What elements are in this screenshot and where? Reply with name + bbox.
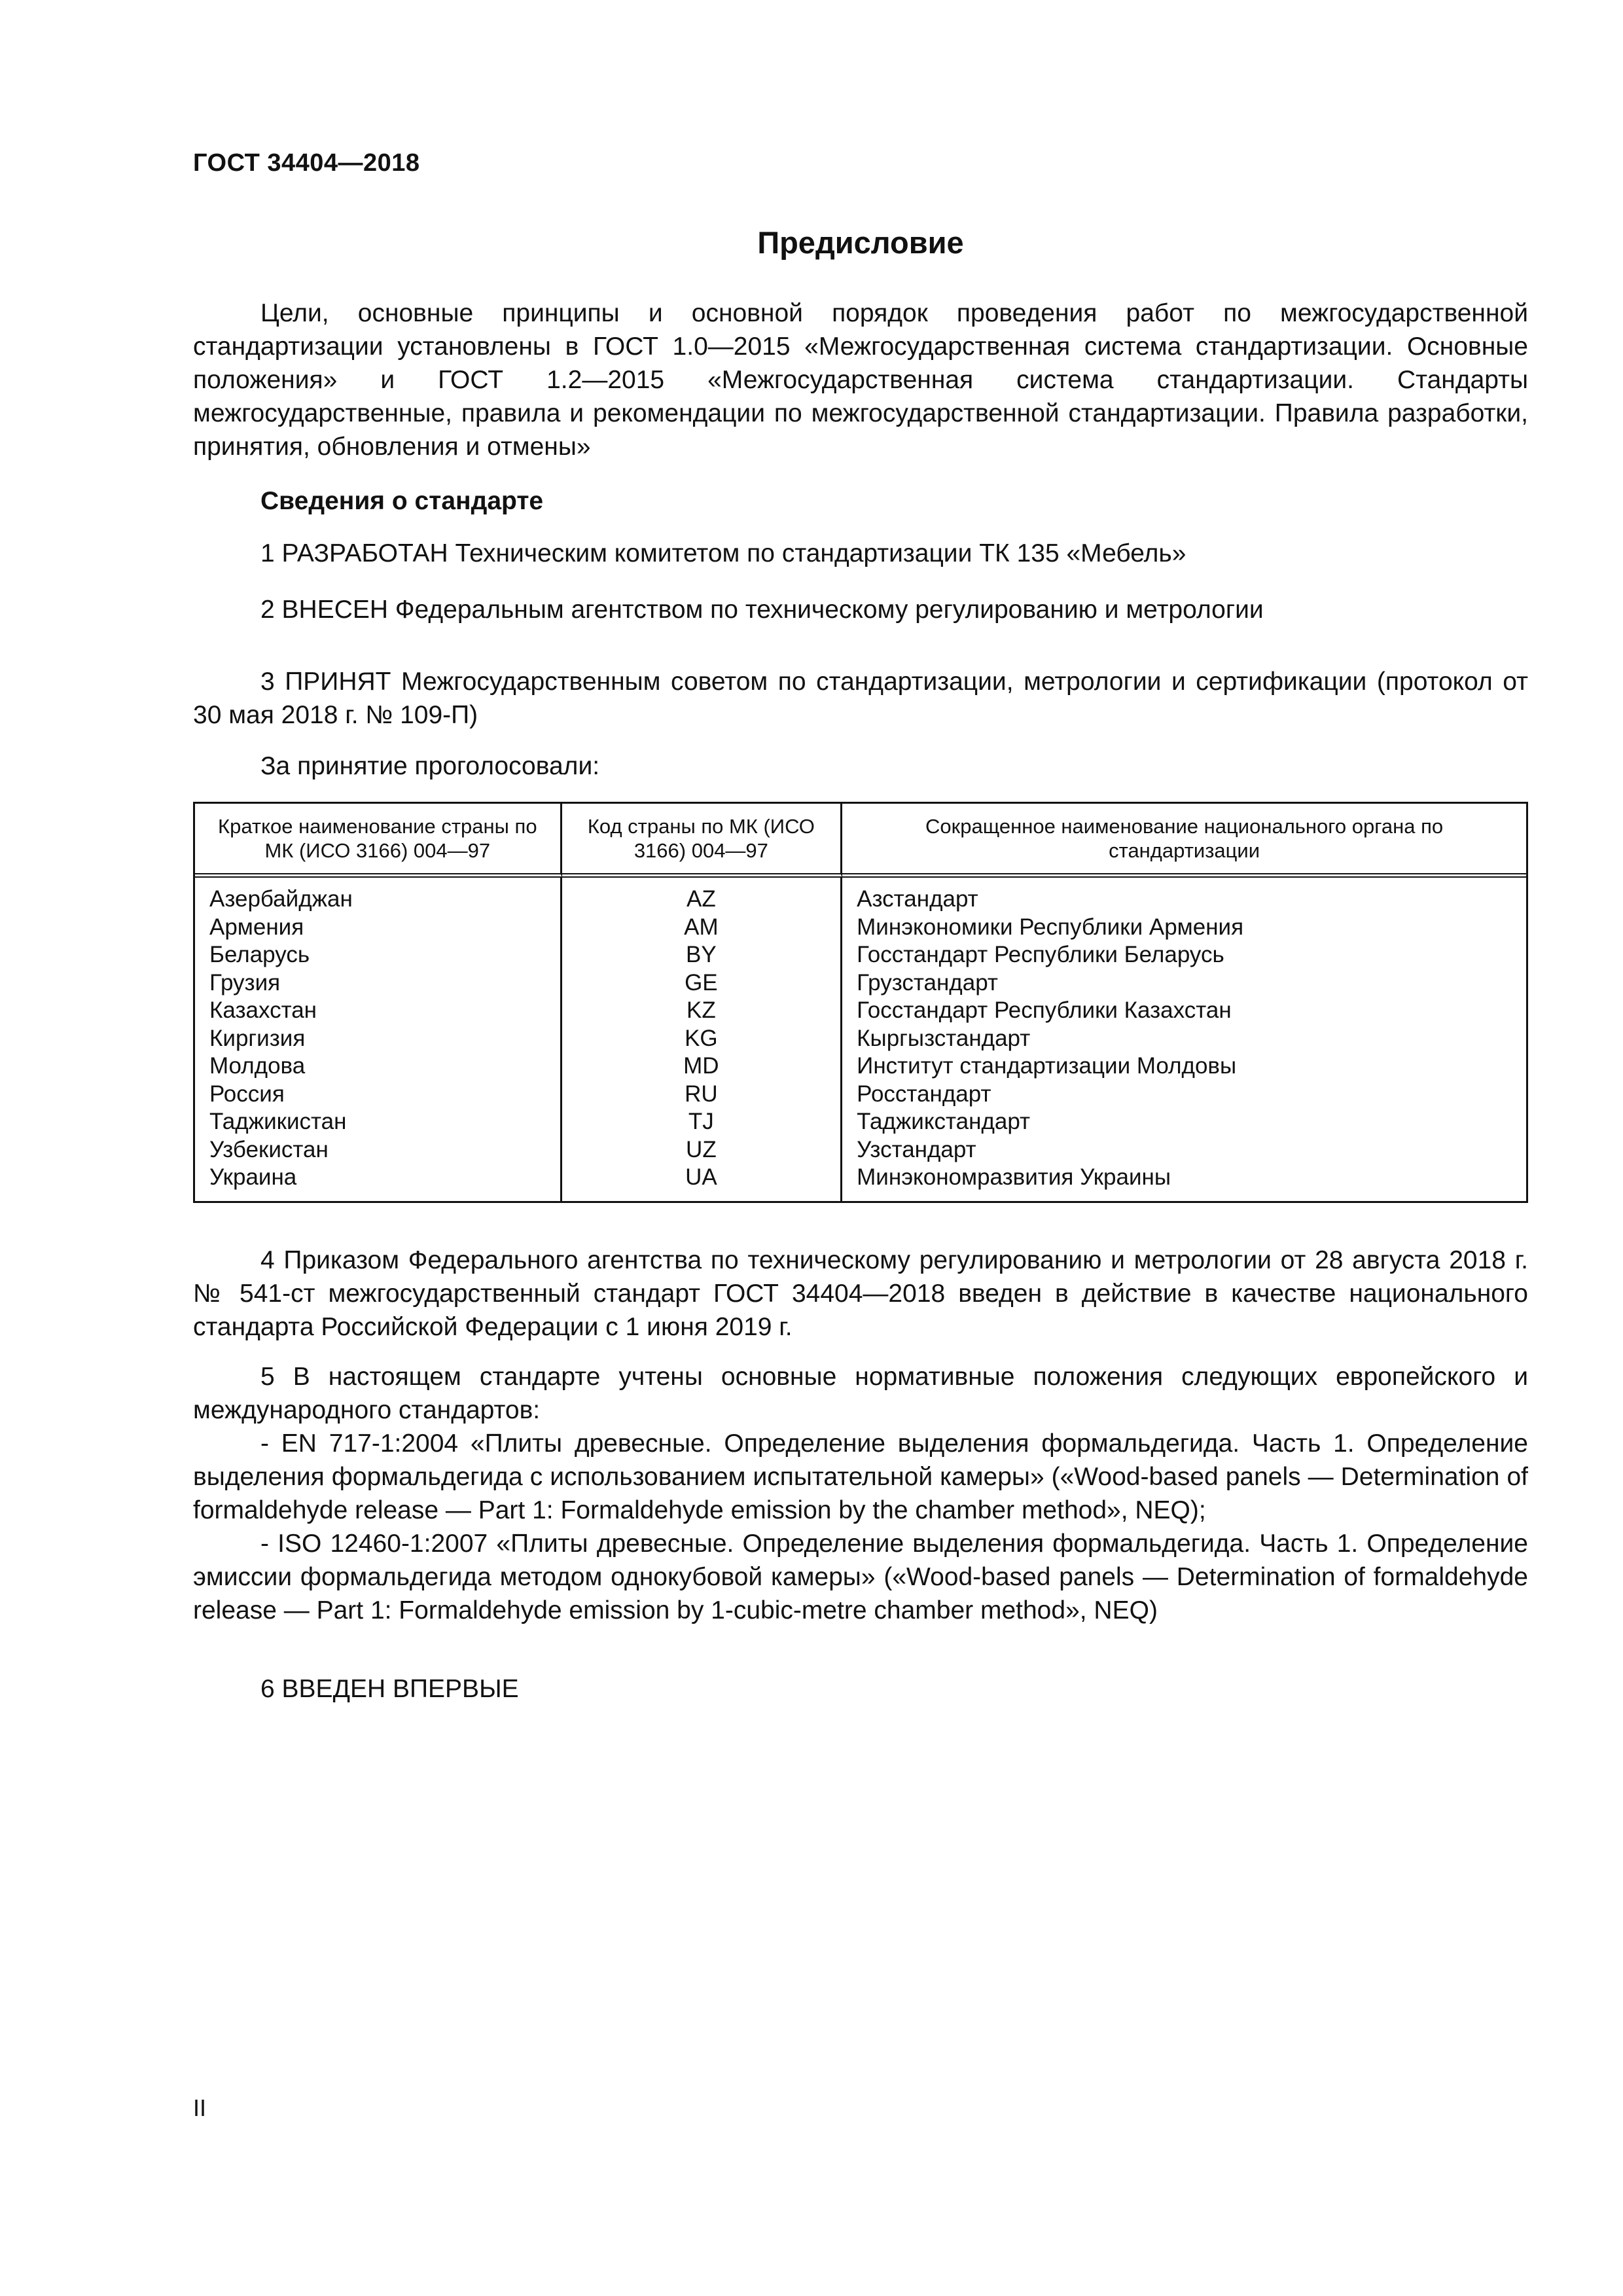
country-code: KG	[562, 1025, 843, 1053]
info-heading: Сведения о стандарте	[260, 487, 544, 515]
item-5-standard-iso: - ISO 12460-1:2007 «Плиты древесные. Определение выделения формальдегида. Часть 1. Определение эмиссии формальдегида методом однокубовой камеры» («Wood-based panels — Determination of formaldehyde release — Part 1: Formaldehyde emission by 1-cubic-metre chamber method», NEQ)	[193, 1530, 1528, 1624]
country-name: Беларусь	[195, 941, 562, 969]
item-5-block	[193, 1360, 1528, 1627]
country-name: Азербайджан	[195, 878, 562, 914]
country-name: Армения	[195, 914, 562, 942]
intro-section	[193, 296, 1528, 463]
country-code: AM	[562, 914, 843, 942]
country-name: Молдова	[195, 1052, 562, 1081]
table-row	[195, 969, 1526, 997]
standards-body: Таджикстандарт	[857, 1109, 1031, 1134]
table-row	[195, 997, 1526, 1025]
country-code: TJ	[562, 1108, 843, 1136]
header-standards-body: Сокращенное наименование национального органа по стандартизации	[842, 804, 1526, 878]
item-1-block	[193, 537, 1528, 570]
standards-body: Росстандарт	[857, 1081, 991, 1107]
item-5-standard-en: - EN 717-1:2004 «Плиты древесные. Определение выделения формальдегида. Часть 1. Определение выделения формальдегида с использованием испытательной камеры» («Wood-based panels — Determination of formaldehyde release — Part 1: Formaldehyde emission by the chamber method», NEQ);	[193, 1429, 1528, 1524]
standards-body: Грузстандарт	[857, 969, 998, 996]
intro-paragraph: Цели, основные принципы и основной порядок проведения работ по межгосударственной стандартизации установлены в ГОСТ 1.0—2015 «Межгосударственная система стандартизации. Основные положения» и ГОСТ 1.2—2015 «Межгосударственная система стандартизации. Стандарты межгосударственные, правила и рекомендации по межгосударственной стандартизации. Правила разработки, принятия, обновления и отмены»	[193, 299, 1528, 461]
page-title: Предисловие	[757, 225, 964, 260]
info-heading-block	[193, 484, 1528, 518]
country-code: AZ	[562, 878, 843, 914]
standards-body: Азстандарт	[857, 886, 978, 912]
item-2-block	[193, 593, 1528, 626]
country-code: UZ	[562, 1136, 843, 1164]
country-name: Казахстан	[195, 997, 562, 1025]
header-country-name: Краткое наименование страны по МК (ИСО 3166) 004—97	[195, 804, 562, 878]
country-name: Грузия	[195, 969, 562, 997]
voted-label: За принятие проголосовали:	[260, 752, 600, 780]
item-6: 6 ВВЕДЕН ВПЕРВЫЕ	[260, 1675, 519, 1703]
item-3: 3 ПРИНЯТ Межгосударственным советом по стандартизации, метрологии и сертификации (протокол от 30 мая 2018 г. № 109-П)	[193, 668, 1528, 729]
voting-table	[193, 802, 1528, 1203]
item-1: 1 РАЗРАБОТАН Техническим комитетом по стандартизации ТК 135 «Мебель»	[260, 539, 1186, 567]
country-name: Узбекистан	[195, 1136, 562, 1164]
table-row	[195, 878, 1526, 914]
table-row	[195, 1164, 1526, 1201]
country-code: UA	[562, 1164, 843, 1201]
country-name: Украина	[195, 1164, 562, 1201]
standards-body: Минэкономразвития Украины	[857, 1164, 1171, 1190]
item-3-block	[193, 665, 1528, 732]
table-row	[195, 1136, 1526, 1164]
table-row	[195, 914, 1526, 942]
standards-body: Кыргызстандарт	[857, 1025, 1031, 1051]
country-code: KZ	[562, 997, 843, 1025]
voted-label-block	[193, 749, 1528, 783]
country-code: MD	[562, 1052, 843, 1081]
table-row	[195, 941, 1526, 969]
country-code: BY	[562, 941, 843, 969]
header-country-code: Код страны по МК (ИСО 3166) 004—97	[562, 804, 843, 878]
country-code: RU	[562, 1081, 843, 1109]
standards-body: Госстандарт Республики Беларусь	[857, 942, 1224, 967]
item-6-block	[193, 1672, 1528, 1706]
table-row	[195, 1108, 1526, 1136]
standards-body: Госстандарт Республики Казахстан	[857, 997, 1232, 1023]
item-4: 4 Приказом Федерального агентства по техническому регулированию и метрологии от 28 августа 2018 г. № 541-ст межгосударственный стандарт ГОСТ 34404—2018 введен в действие в качестве национального стандарта Российской Федерации с 1 июня 2019 г.	[193, 1246, 1528, 1341]
page-number: II	[193, 2094, 207, 2121]
table-row	[195, 1081, 1526, 1109]
item-2: 2 ВНЕСЕН Федеральным агентством по техническому регулированию и метрологии	[260, 596, 1264, 624]
table-row	[195, 1052, 1526, 1081]
table-row	[195, 1025, 1526, 1053]
standard-code-header: ГОСТ 34404—2018	[193, 149, 420, 177]
country-name: Киргизия	[195, 1025, 562, 1053]
item-4-block	[193, 1244, 1528, 1344]
standards-body: Минэкономики Республики Армения	[857, 914, 1244, 940]
item-5: 5 В настоящем стандарте учтены основные нормативные положения следующих европейского и международного стандартов:	[193, 1363, 1528, 1424]
country-name: Россия	[195, 1081, 562, 1109]
country-code: GE	[562, 969, 843, 997]
standards-body: Узстандарт	[857, 1136, 976, 1162]
standards-body: Институт стандартизации Молдовы	[857, 1053, 1237, 1079]
country-name: Таджикистан	[195, 1108, 562, 1136]
table-header-row	[195, 804, 1526, 878]
